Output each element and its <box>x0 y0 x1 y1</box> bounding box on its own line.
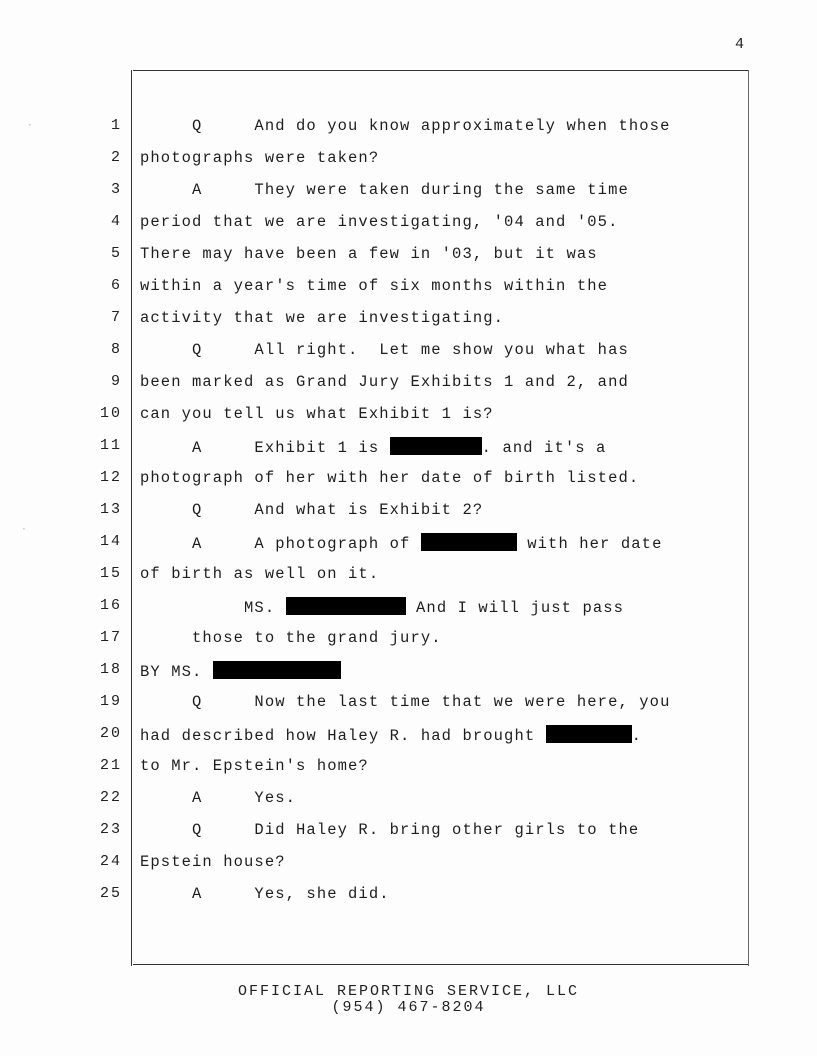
line-text <box>140 533 662 553</box>
line-text <box>140 757 369 775</box>
line-number: 19 <box>99 693 122 710</box>
line-text-segment: MS. <box>140 599 286 617</box>
line-text <box>140 405 494 423</box>
line-text-segment: activity that we are investigating. <box>140 309 505 327</box>
line-text-segment: A Yes, she did. <box>140 885 390 903</box>
transcript-line <box>0 117 817 143</box>
line-text <box>140 469 639 487</box>
line-text-segment: to Mr. Epstein's home? <box>140 757 369 775</box>
page-number: 4 <box>735 36 745 53</box>
transcript-line <box>0 597 817 623</box>
line-text <box>140 597 624 617</box>
line-text <box>140 437 606 457</box>
line-text-segment: BY MS. <box>140 663 213 681</box>
line-text <box>140 117 670 135</box>
redaction-bar <box>286 597 406 615</box>
line-number: 7 <box>110 309 122 326</box>
line-text-segment: Q Did Haley R. bring other girls to the <box>140 821 640 839</box>
line-text <box>140 885 390 903</box>
line-text <box>140 309 504 327</box>
line-text <box>140 245 598 263</box>
line-number: 18 <box>99 661 122 678</box>
line-number: 5 <box>110 245 122 262</box>
line-text <box>140 149 379 167</box>
line-text <box>140 661 341 681</box>
line-number: 14 <box>99 533 122 550</box>
line-text <box>140 341 629 359</box>
transcript-line <box>0 725 817 751</box>
transcript-line <box>0 565 817 591</box>
footer-phone: (954) 467-8204 <box>331 999 486 1016</box>
line-text-segment: Q Now the last time that we were here, you <box>140 693 671 711</box>
line-number: 10 <box>99 405 122 422</box>
transcript-line <box>0 469 817 495</box>
redaction-bar <box>546 725 632 743</box>
line-text-segment: of birth as well on it. <box>140 565 380 583</box>
line-text <box>140 277 608 295</box>
line-text-segment: photographs were taken? <box>140 149 380 167</box>
transcript-line <box>0 277 817 303</box>
transcript-line <box>0 853 817 879</box>
line-text <box>140 789 296 807</box>
line-number: 15 <box>99 565 122 582</box>
line-number: 12 <box>99 469 122 486</box>
redaction-bar <box>213 661 341 679</box>
line-text-segment: A They were taken during the same time <box>140 181 629 199</box>
line-number: 13 <box>99 501 122 518</box>
line-number: 1 <box>110 117 122 134</box>
transcript-line <box>0 149 817 175</box>
line-number: 22 <box>99 789 122 806</box>
redaction-bar <box>421 533 517 551</box>
line-text-segment: And I will just pass <box>405 599 625 617</box>
transcript-line <box>0 693 817 719</box>
line-text-segment: been marked as Grand Jury Exhibits 1 and 2, and <box>140 373 629 391</box>
transcript-line <box>0 181 817 207</box>
line-number: 6 <box>110 277 122 294</box>
transcript-line <box>0 757 817 783</box>
line-number: 21 <box>99 757 122 774</box>
line-text <box>140 853 286 871</box>
line-number: 8 <box>110 341 122 358</box>
line-number: 24 <box>99 853 122 870</box>
line-text-segment: There may have been a few in '03, but it was <box>140 245 598 263</box>
line-text-segment: those to the grand jury. <box>140 629 442 647</box>
line-text-segment: with her date <box>516 535 663 553</box>
transcript-line <box>0 789 817 815</box>
line-text <box>140 501 483 519</box>
line-text <box>140 821 639 839</box>
line-number: 9 <box>110 373 122 390</box>
transcript-line <box>0 885 817 911</box>
line-text-segment: . and it's a <box>481 439 607 457</box>
line-number: 23 <box>99 821 122 838</box>
line-text <box>140 181 629 199</box>
line-text <box>140 629 442 647</box>
line-text <box>140 213 618 231</box>
line-text <box>140 725 642 745</box>
scan-mark: · <box>28 118 32 132</box>
transcript-line <box>0 501 817 527</box>
transcript-line <box>0 213 817 239</box>
line-text <box>140 693 670 711</box>
transcript-line <box>0 309 817 335</box>
line-number: 17 <box>99 629 122 646</box>
transcript-line <box>0 661 817 687</box>
line-text-segment: can you tell us what Exhibit 1 is? <box>140 405 494 423</box>
line-number: 3 <box>110 181 122 198</box>
transcript-line <box>0 405 817 431</box>
line-text <box>140 565 379 583</box>
line-text-segment: Q And what is Exhibit 2? <box>140 501 484 519</box>
line-text <box>140 373 629 391</box>
line-number: 4 <box>110 213 122 230</box>
line-text-segment: Q All right. Let me show you what has <box>140 341 629 359</box>
line-text-segment: Q And do you know approximately when those <box>140 117 671 135</box>
line-text-segment: photograph of her with her date of birth listed. <box>140 469 640 487</box>
transcript-line <box>0 373 817 399</box>
line-text-segment: A A photograph of <box>140 535 421 553</box>
line-text-segment: within a year's time of six months within the <box>140 277 609 295</box>
transcript-line <box>0 629 817 655</box>
transcript-line <box>0 533 817 559</box>
footer-company: OFFICIAL REPORTING SERVICE, LLC <box>237 983 580 1000</box>
top-rule <box>133 70 748 71</box>
scan-mark: · <box>22 522 26 536</box>
transcript-line <box>0 341 817 367</box>
transcript-line <box>0 437 817 463</box>
line-number: 25 <box>99 885 122 902</box>
line-number: 16 <box>99 597 122 614</box>
line-text-segment: period that we are investigating, '04 and '05. <box>140 213 619 231</box>
line-text-segment: had described how Haley R. had brought <box>140 727 546 745</box>
redaction-bar <box>390 437 482 455</box>
bottom-rule <box>133 964 748 965</box>
line-number: 11 <box>99 437 122 454</box>
line-number: 20 <box>99 725 122 742</box>
transcript-line <box>0 245 817 271</box>
line-text-segment: A Exhibit 1 is <box>140 439 390 457</box>
line-number: 2 <box>110 149 122 166</box>
line-text-segment: Epstein house? <box>140 853 286 871</box>
transcript-line <box>0 821 817 847</box>
line-text-segment: . <box>631 727 643 745</box>
line-text-segment: A Yes. <box>140 789 297 807</box>
